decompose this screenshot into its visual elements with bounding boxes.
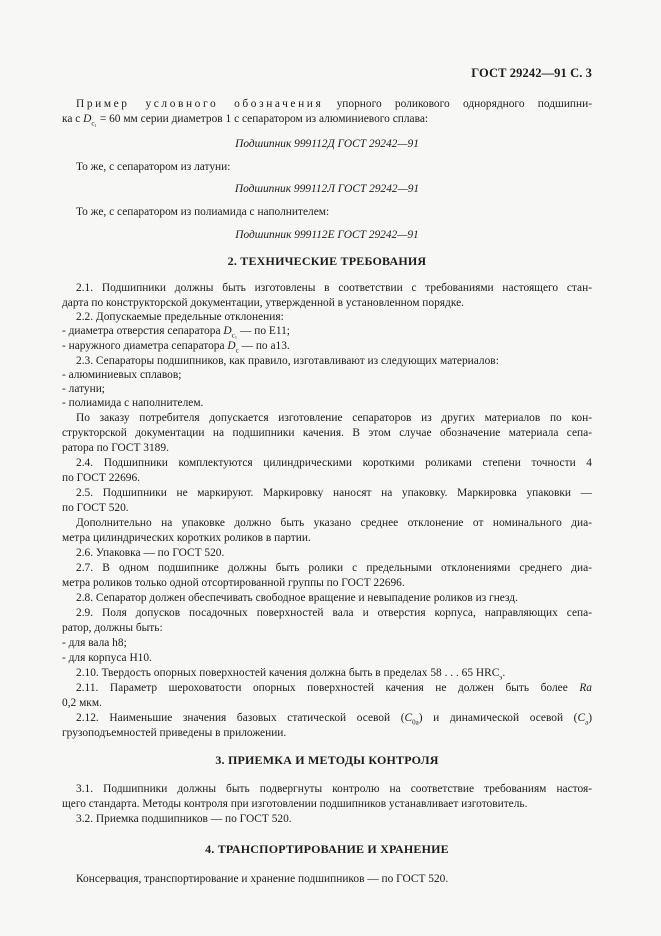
clause-2-10: 2.10. Твердость опорных поверхностей качения должна быть в пределах 58 . . . 65 $HRC_э$. (76, 667, 506, 682)
clause-2-1-line-2: дарта по конструкторской документации, утвержденной в установленном порядке. (62, 297, 464, 309)
clause-2-11-line-2: 0,2 мкм. (62, 697, 102, 709)
material-aluminium: - алюминиевых сплавов; (62, 369, 182, 381)
tolerance-outer: - наружного диаметра сепаратора $D_c$ — по a13. (62, 340, 290, 355)
clause-2-7-line-2: метра роликов только одной отсортированной группы по ГОСТ 22696. (62, 577, 405, 589)
example-line-1: Пример условного обозначения упорного роликового однорядного подшипни- (76, 98, 592, 110)
clause-2-9-line-1: 2.9. Поля допусков посадочных поверхностей вала и отверстия корпуса, направляющих сепа- (76, 607, 592, 619)
order-line-1: По заказу потребителя допускается изготовление сепараторов из других материалов по кон- (76, 412, 592, 424)
clause-2-5-line-2: по ГОСТ 520. (62, 502, 129, 514)
material-polyamide: - полиамида с наполнителем. (62, 397, 204, 409)
clause-3-1-line-1: 3.1. Подшипники должны быть подвергнуты контролю на соответствие требованиям настоя- (76, 783, 592, 795)
clause-2-3: 2.3. Сепараторы подшипников, как правило, изготавливают из следующих материалов: (76, 355, 499, 367)
clause-2-2: 2.2. Допускаемые предельные отклонения: (76, 311, 284, 323)
clause-2-12-line-2: грузоподъемностей приведены в приложении. (62, 727, 287, 739)
designation-brass: Подшипник 999112Л ГОСТ 29242—91 (234, 183, 420, 195)
additional-line-1: Дополнительно на упаковке должно быть указано среднее отклонение от номинального диа- (76, 517, 592, 529)
designation-aluminium: Подшипник 999112Д ГОСТ 29242—91 (235, 138, 419, 150)
clause-3-1-line-2: щего стандарта. Методы контроля при изготовлении подшипников устанавливает изготовитель. (62, 798, 528, 810)
section-3-title: 3. ПРИЕМКА И МЕТОДЫ КОНТРОЛЯ (215, 753, 439, 767)
page-header: ГОСТ 29242—91 С. 3 (471, 66, 592, 80)
clause-2-7-line-1: 2.7. В одном подшипнике должны быть ролики с предельными отклонениями среднего диа- (76, 562, 592, 574)
clause-2-9-line-2: ратор, должны быть: (62, 622, 163, 634)
clause-2-5-line-1: 2.5. Подшипники не маркируют. Маркировку наносят на упаковку. Маркировка упаковки — (76, 487, 592, 499)
fit-housing: - для корпуса H10. (62, 652, 152, 664)
additional-line-2: метра цилиндрических коротких роликов в партии. (62, 532, 311, 544)
clause-2-4-line-2: по ГОСТ 22696. (62, 472, 141, 484)
order-line-2: структорской документации на подшипники качения. В этом случае обозначение материала сепа- (62, 427, 592, 439)
clause-2-8: 2.8. Сепаратор должен обеспечивать свободное вращение и невыпадение роликов из гнезд. (76, 592, 518, 604)
clause-3-2: 3.2. Приемка подшипников — по ГОСТ 520. (76, 813, 292, 825)
designation-polyamide: Подшипник 999112Е ГОСТ 29242—91 (235, 229, 419, 241)
material-brass: - латуни; (62, 383, 105, 395)
tolerance-bore: - диаметра отверстия сепаратора $D_{c_1}$ — по E11; (62, 325, 290, 340)
section-4-text: Консервация, транспортирование и хранение подшипников — по ГОСТ 520. (76, 873, 449, 885)
polyamide-variant-text: То же, с сепаратором из полиамида с наполнителем: (76, 206, 330, 218)
section-2-title: 2. ТЕХНИЧЕСКИЕ ТРЕБОВАНИЯ (227, 254, 427, 268)
order-line-3: ратора по ГОСТ 3189. (62, 442, 169, 454)
clause-2-4-line-1: 2.4. Подшипники комплектуются цилиндрическими короткими роликами степени точности 4 (76, 457, 592, 469)
clause-2-11-line-1: 2.11. Параметр шероховатости опорных поверхностей качения не должен быть более Ra (76, 682, 592, 694)
clause-2-12-line-1: 2.12. Наименьшие значения базовых статической осевой $(C_{0a})$ и динамической осевой $(C_a)$ (76, 712, 592, 727)
section-4-title: 4. ТРАНСПОРТИРОВАНИЕ И ХРАНЕНИЕ (205, 842, 449, 856)
fit-shaft: - для вала h8; (62, 637, 127, 649)
example-line-2: ка с $D_{c_1} = 60$ мм серии диаметров 1 с сепаратором из алюминиевого сплава: (62, 113, 429, 128)
clause-2-6: 2.6. Упаковка — по ГОСТ 520. (76, 547, 225, 559)
brass-variant-text: То же, с сепаратором из латуни: (76, 161, 231, 173)
clause-2-1-line-1: 2.1. Подшипники должны быть изготовлены в соответствии с требованиями настоящего стан- (76, 282, 592, 294)
